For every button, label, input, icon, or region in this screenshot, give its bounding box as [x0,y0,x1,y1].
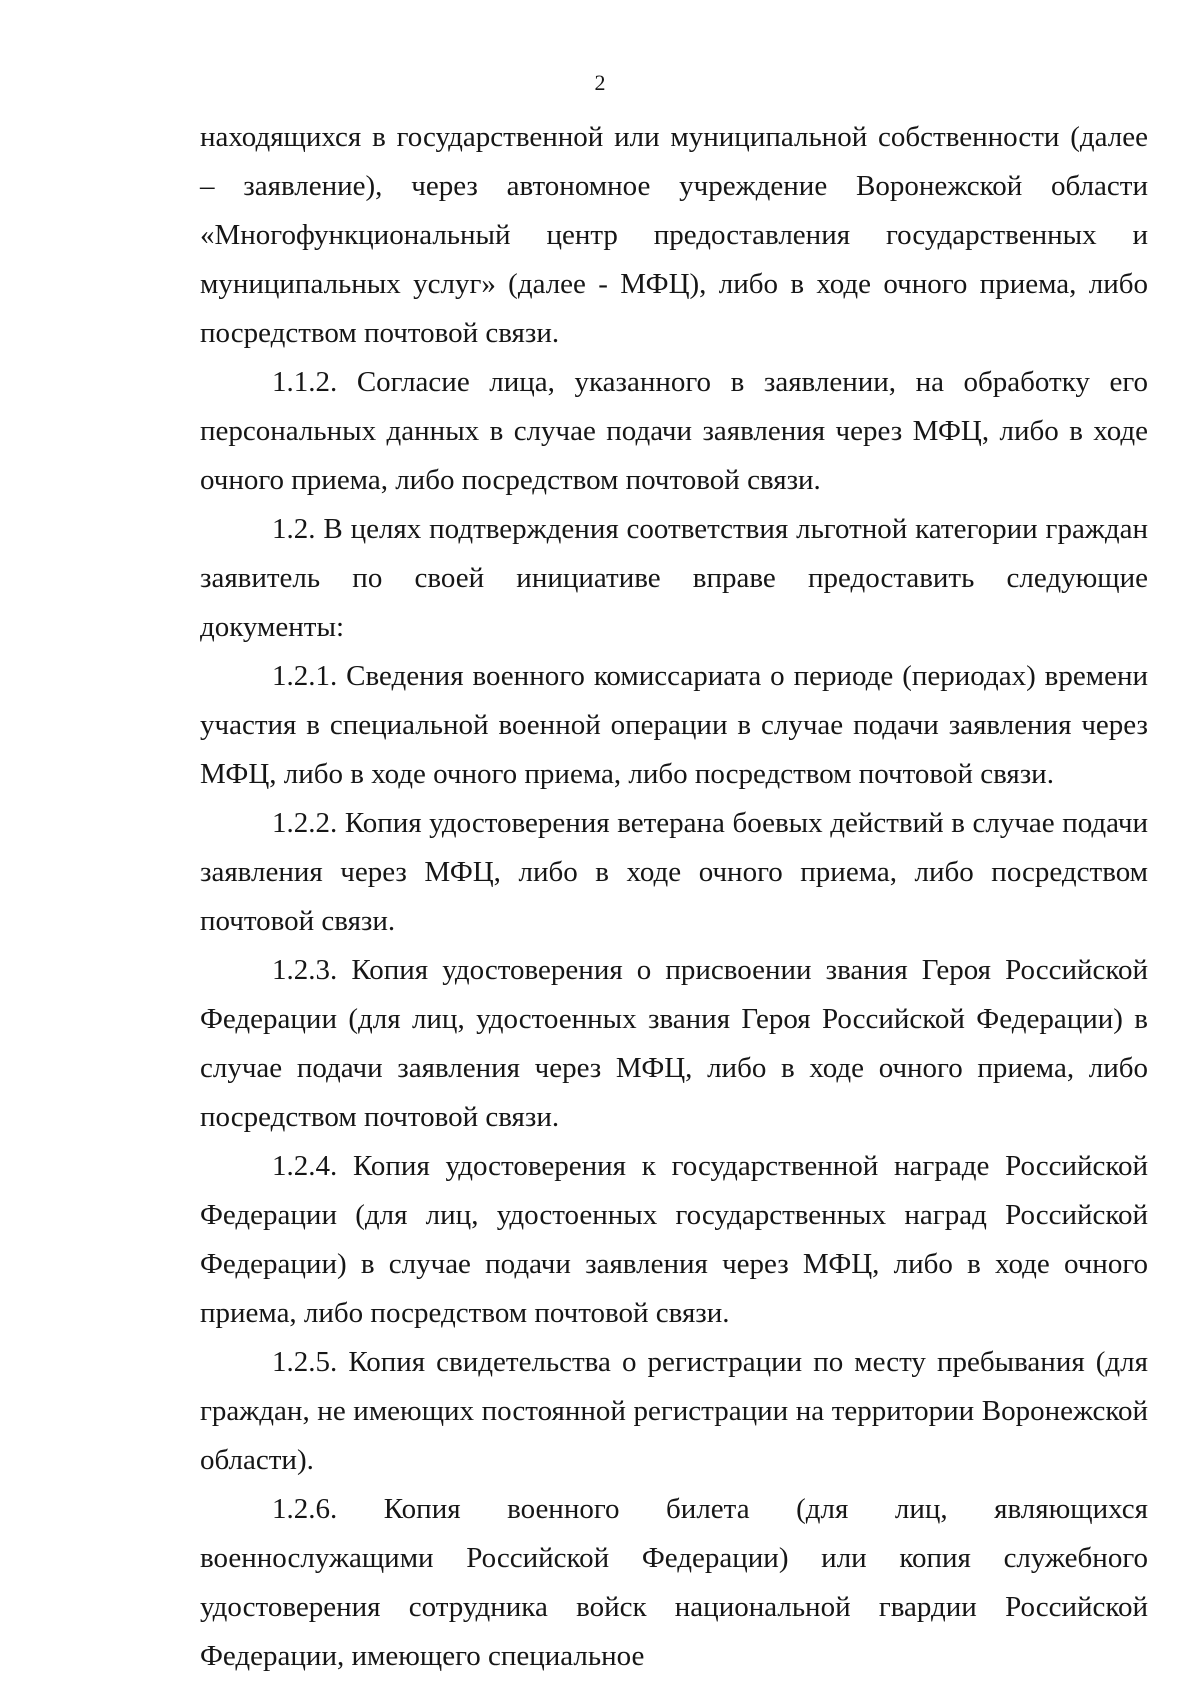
document-body [200,113,1148,1681]
paragraph-1-2-3: 1.2.3. Копия удостоверения о присвоении звания Героя Российской Федерации (для лиц, удостоенных звания Героя Российской Федерации) в случае подачи заявления через МФЦ, либо в ходе очного приема, либо посредством почтовой связи. [200,954,1148,1133]
paragraph-1-2-4: 1.2.4. Копия удостоверения к государственной награде Российской Федерации (для лиц, удостоенных государственных наград Российской Федерации) в случае подачи заявления через МФЦ, либо в ходе очного приема, либо посредством почтовой связи. [200,1150,1148,1329]
paragraph-1-2-6: 1.2.6. Копия военного билета (для лиц, являющихся военнослужащими Российской Федерации) или копия служебного удостоверения сотрудника войск национальной гвардии Российской Федерации, имеющего специальное [200,1493,1148,1672]
paragraph-1-2-5: 1.2.5. Копия свидетельства о регистрации по месту пребывания (для граждан, не имеющих постоянной регистрации на территории Воронежской области). [200,1346,1148,1476]
paragraph-1-2-2: 1.2.2. Копия удостоверения ветерана боевых действий в случае подачи заявления через МФЦ, либо в ходе очного приема, либо посредством почтовой связи. [200,807,1148,937]
paragraph-continuation: находящихся в государственной или муниципальной собственности (далее – заявление), через автономное учреждение Воронежской области «Многофункциональный центр предоставления государственных и муниципальных услуг» (далее - МФЦ), либо в ходе очного приема, либо посредством почтовой связи. [200,121,1148,349]
page-number: 2 [594,70,606,95]
paragraph-1-2-1: 1.2.1. Сведения военного комиссариата о периоде (периодах) времени участия в специальной военной операции в случае подачи заявления через МФЦ, либо в ходе очного приема, либо посредством почтовой связи. [200,660,1148,790]
paragraph-1-2: 1.2. В целях подтверждения соответствия льготной категории граждан заявитель по своей инициативе вправе предоставить следующие документы: [200,513,1148,643]
paragraph-1-1-2: 1.1.2. Согласие лица, указанного в заявлении, на обработку его персональных данных в случае подачи заявления через МФЦ, либо в ходе очного приема, либо посредством почтовой связи. [200,366,1148,496]
